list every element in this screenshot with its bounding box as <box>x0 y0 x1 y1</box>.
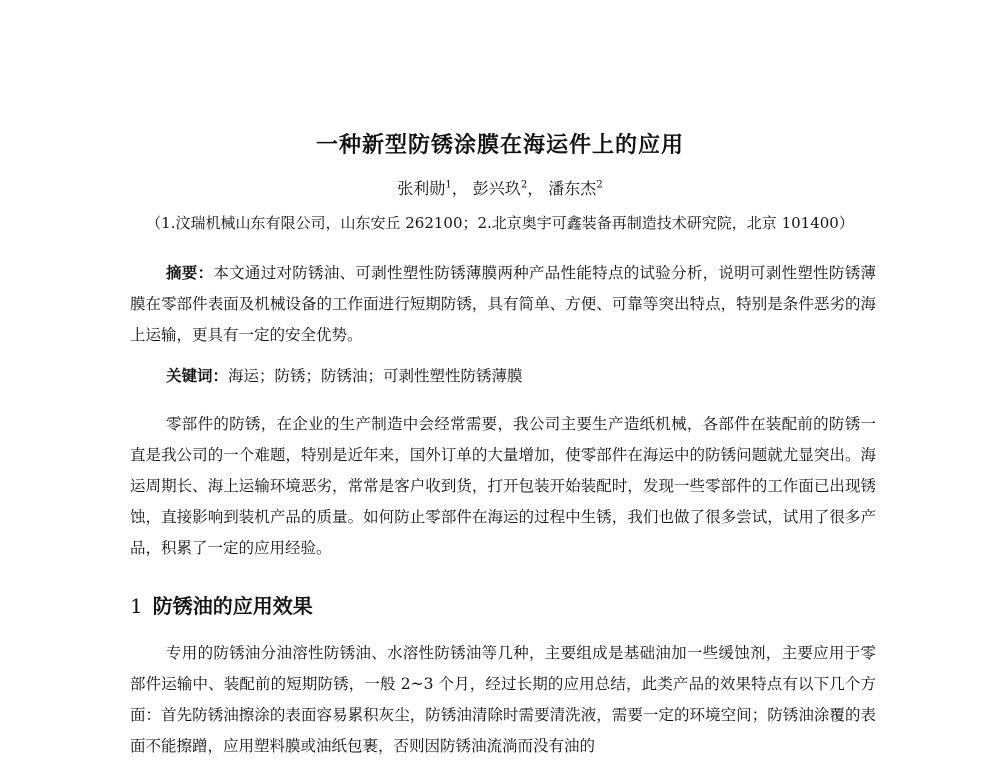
paper-title: 一种新型防锈涂膜在海运件上的应用 <box>315 133 684 158</box>
author-separator: ， <box>527 179 544 198</box>
author-affiliation-mark: 1 <box>445 179 452 191</box>
body-paragraph-1: 零部件的防锈，在企业的生产制造中会经常需要，我公司主要生产造纸机械，各部件在装配前的防锈一直是我公司的一个难题，特别是近年来，国外订单的大量增加，使零部件在海运中的防锈问题就尤显突出。海运周期长、海上运输环境恶劣，常常是客户收到货，打开包装开始装配时，发现一些零部件的工作面已出现锈蚀，直接影响到装机产品的质量。如何防止零部件在海运的过程中生锈，我们也做了很多尝试，试用了很多产品，积累了一定的应用经验。 <box>130 415 876 557</box>
section-title: 防锈油的应用效果 <box>152 594 313 618</box>
affiliation-line: （1.汶瑞机械山东有限公司，山东安丘 262100；2.北京奥宇可鑫装备再制造技术研究院，北京 101400） <box>146 214 854 232</box>
author-line <box>0 176 1000 199</box>
body-paragraph-2: 专用的防锈油分油溶性防锈油、水溶性防锈油等几种，主要组成是基础油加一些缓蚀剂，主要应用于零部件运输中、装配前的短期防锈，一般 2~3 个月，经过长期的应用总结，此类产品的效果特点有以下几个方面：首先防锈油擦涂的表面容易累积灰尘，防锈油清除时需要清洗液，需要一定的环境空间；防锈油涂覆的表面不能擦蹭，应用塑料膜或油纸包裹，否则因防锈油流淌而没有油的 <box>130 644 876 755</box>
author-affiliation-mark: 2 <box>520 179 528 191</box>
keywords-label: 关键词： <box>166 366 229 385</box>
author-name: 潘东杰 <box>548 179 597 198</box>
abstract-label: 摘要： <box>166 263 214 282</box>
section-number: 1 <box>130 594 143 618</box>
author-affiliation-mark: 2 <box>596 179 603 191</box>
keywords-text: 海运；防锈；防锈油；可剥性塑性防锈薄膜 <box>228 367 523 385</box>
keywords <box>166 360 876 392</box>
author-name: 张利勋 <box>397 179 446 198</box>
section-heading-1 <box>130 590 876 619</box>
author-name: 彭兴玖 <box>472 179 521 198</box>
abstract <box>130 257 876 351</box>
author-separator: ， <box>451 179 468 198</box>
abstract-text: 本文通过对防锈油、可剥性塑性防锈薄膜两种产品性能特点的试验分析，说明可剥性塑性防锈薄膜在零部件表面及机械设备的工作面进行短期防锈，具有简单、方便、可靠等突出特点，特别是条件恶劣的海上运输，更具有一定的安全优势。 <box>130 264 876 344</box>
